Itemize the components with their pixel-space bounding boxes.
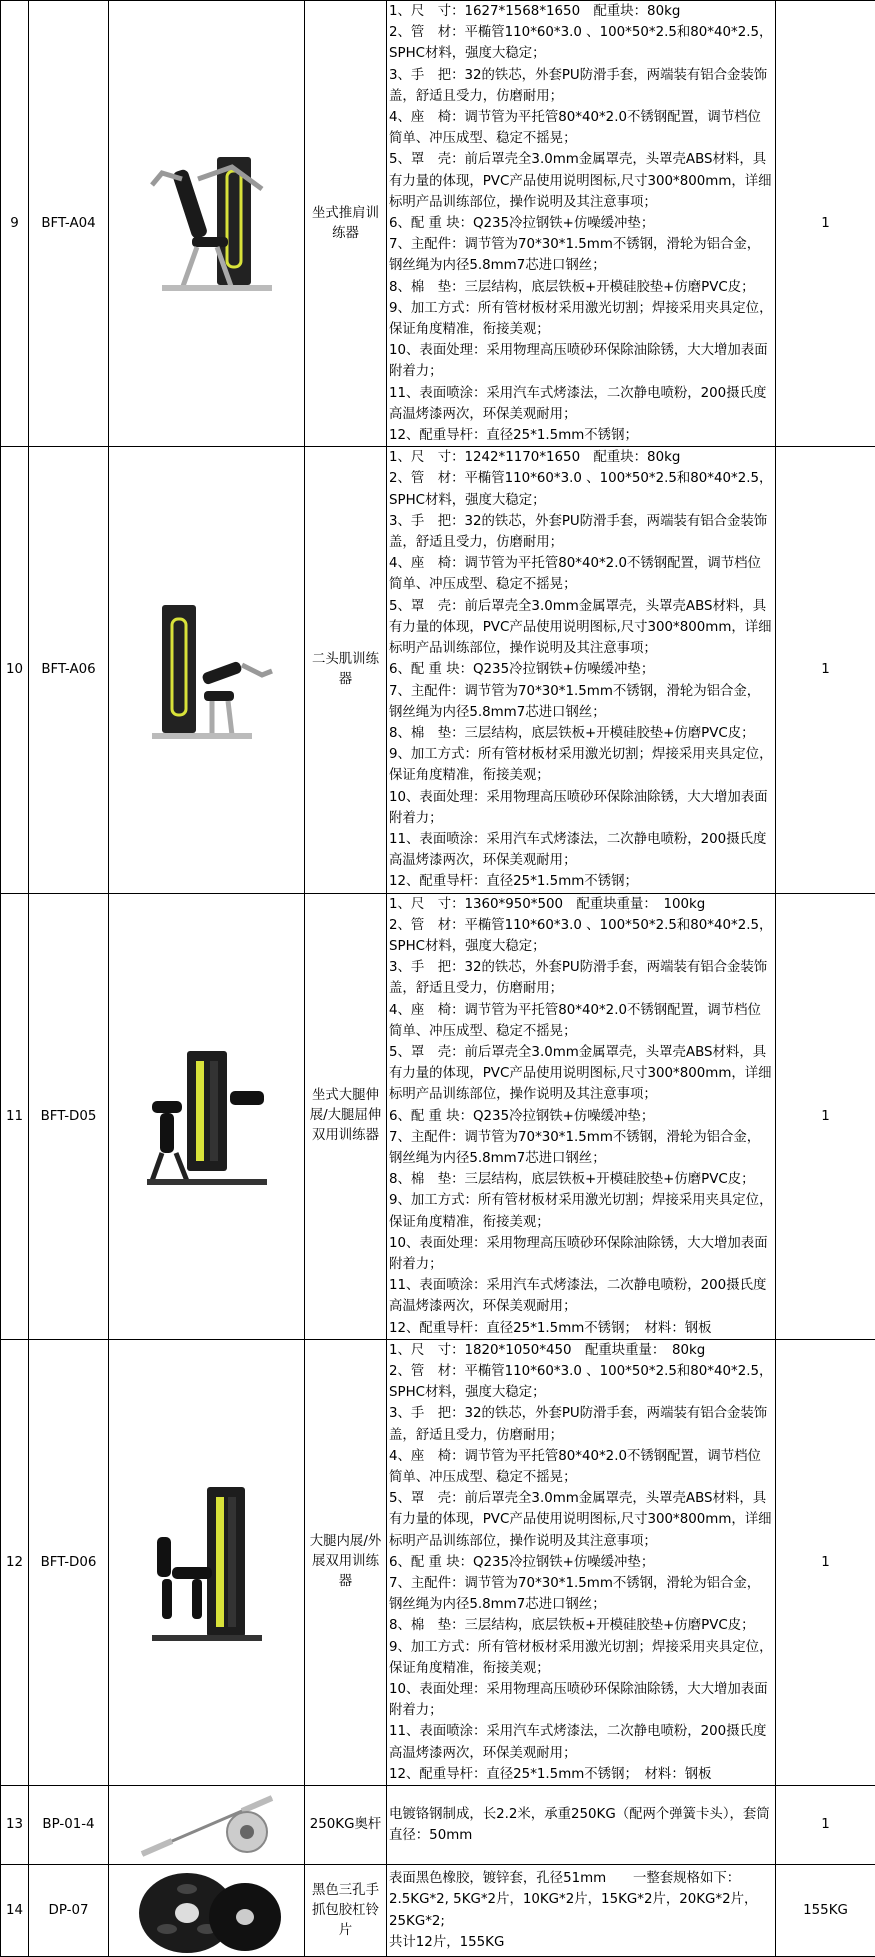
- spec-line: 1、尺 寸：1360*950*500 配重块重量： 100kg: [389, 894, 773, 915]
- spec-line: 3、手 把：32的铁芯，外套PU防滑手套，两端装有铝合金装饰盖，舒适且受力，仿磨耐用；: [389, 1403, 773, 1445]
- spec-line: 8、棉 垫：三层结构，底层铁板+开模硅胶垫+仿磨PVC皮；: [389, 723, 773, 744]
- spec-line: 7、主配件：调节管为70*30*1.5mm不锈钢，滑轮为铝合金，钢丝绳为内径5.8mm7芯进口钢丝；: [389, 681, 773, 723]
- product-image: [109, 893, 305, 1339]
- spec-line: 12、配重导杆：直径25*1.5mm不锈钢； 材料：钢板: [389, 1318, 773, 1339]
- spec-line: 9、加工方式：所有管材板材采用激光切割；焊接采用夹具定位，保证角度精准，衔接美观；: [389, 298, 773, 340]
- spec-line: 8、棉 垫：三层结构，底层铁板+开模硅胶垫+仿磨PVC皮；: [389, 1615, 773, 1636]
- spec-line: 11、表面喷涂：采用汽车式烤漆法，二次静电喷粉，200摄氏度高温烤漆两次，环保美观耐用；: [389, 1275, 773, 1317]
- spec-line: 11、表面喷涂：采用汽车式烤漆法，二次静电喷粉，200摄氏度高温烤漆两次，环保美观耐用；: [389, 1721, 773, 1763]
- row-number: 11: [1, 893, 29, 1339]
- product-image: [109, 1865, 305, 1957]
- model-code: BFT-A06: [29, 447, 109, 893]
- model-code: BFT-D05: [29, 893, 109, 1339]
- spec-line: 1、尺 寸：1820*1050*450 配重块重量： 80kg: [389, 1340, 773, 1361]
- biceps-curl-machine-icon: [132, 595, 282, 745]
- product-name: 二头肌训练器: [305, 447, 387, 893]
- product-name: 坐式大腿伸展/大腿屈伸双用训练器: [305, 893, 387, 1339]
- spec-line: 2、管 材：平椭管110*60*3.0 、100*50*2.5和80*40*2.5，SPHC材料，强度大稳定；: [389, 1361, 773, 1403]
- row-number: 9: [1, 1, 29, 447]
- spec-line: 1、尺 寸：1242*1170*1650 配重块：80kg: [389, 447, 773, 468]
- spec-cell: [387, 1339, 776, 1785]
- spec-line: 电镀铬钢制成，长2.2米，承重250KG（配两个弹簧卡头），套筒直径：50mm: [389, 1804, 773, 1846]
- leg-extension-curl-machine-icon: [132, 1041, 282, 1191]
- olympic-barbell-icon: [132, 1790, 282, 1860]
- spec-line: 3、手 把：32的铁芯，外套PU防滑手套，两端装有铝合金装饰盖，舒适且受力，仿磨耐用；: [389, 511, 773, 553]
- spec-line: 2、管 材：平椭管110*60*3.0 、100*50*2.5和80*40*2.5，SPHC材料，强度大稳定；: [389, 22, 773, 64]
- spec-line: 10、表面处理：采用物理高压喷砂环保除油除锈，大大增加表面附着力；: [389, 340, 773, 382]
- row-number: 10: [1, 447, 29, 893]
- spec-line: 2、管 材：平椭管110*60*3.0 、100*50*2.5和80*40*2.5，SPHC材料，强度大稳定；: [389, 468, 773, 510]
- quantity: 1: [776, 893, 875, 1339]
- spec-line: 7、主配件：调节管为70*30*1.5mm不锈钢，滑轮为铝合金，钢丝绳为内径5.8mm7芯进口钢丝；: [389, 1573, 773, 1615]
- spec-line: 4、座 椅：调节管为平托管80*40*2.0不锈钢配置，调节档位简单、冲压成型、稳定不摇晃；: [389, 1000, 773, 1042]
- product-name: 坐式推肩训练器: [305, 1, 387, 447]
- spec-line: 5、罩 壳：前后罩壳全3.0mm金属罩壳，头罩壳ABS材料，具有力量的体现，PVC产品使用说明图标,尺寸300*800mm，详细标明产品训练部位，操作说明及其注意事项；: [389, 149, 773, 213]
- spec-line: 2.5KG*2, 5KG*2片，10KG*2片，15KG*2片，20KG*2片，25KG*2;: [389, 1889, 773, 1931]
- row-number: 13: [1, 1786, 29, 1865]
- quantity: 1: [776, 447, 875, 893]
- spec-line: 8、棉 垫：三层结构，底层铁板+开模硅胶垫+仿磨PVC皮；: [389, 1169, 773, 1190]
- product-image: [109, 1339, 305, 1785]
- table-row: [1, 1786, 875, 1865]
- spec-line: 2、管 材：平椭管110*60*3.0 、100*50*2.5和80*40*2.5，SPHC材料，强度大稳定；: [389, 915, 773, 957]
- quantity: 1: [776, 1, 875, 447]
- quantity: 1: [776, 1786, 875, 1865]
- spec-line: 9、加工方式：所有管材板材采用激光切割；焊接采用夹具定位，保证角度精准，衔接美观；: [389, 744, 773, 786]
- spec-cell: [387, 1865, 776, 1957]
- spec-line: 5、罩 壳：前后罩壳全3.0mm金属罩壳，头罩壳ABS材料，具有力量的体现，PVC产品使用说明图标,尺寸300*800mm，详细标明产品训练部位，操作说明及其注意事项；: [389, 596, 773, 660]
- spec-line: 4、座 椅：调节管为平托管80*40*2.0不锈钢配置，调节档位简单、冲压成型、稳定不摇晃；: [389, 1446, 773, 1488]
- model-code: BFT-A04: [29, 1, 109, 447]
- table-row: [1, 1865, 875, 1957]
- spec-line: 12、配重导杆：直径25*1.5mm不锈钢； 材料：钢板: [389, 1764, 773, 1785]
- quantity: 1: [776, 1339, 875, 1785]
- spec-line: 5、罩 壳：前后罩壳全3.0mm金属罩壳，头罩壳ABS材料，具有力量的体现，PVC产品使用说明图标,尺寸300*800mm，详细标明产品训练部位，操作说明及其注意事项；: [389, 1042, 773, 1106]
- spec-line: 3、手 把：32的铁芯，外套PU防滑手套，两端装有铝合金装饰盖，舒适且受力，仿磨耐用；: [389, 957, 773, 999]
- spec-line: 3、手 把：32的铁芯，外套PU防滑手套，两端装有铝合金装饰盖，舒适且受力，仿磨耐用；: [389, 65, 773, 107]
- spec-cell: [387, 1, 776, 447]
- spec-line: 12、配重导杆：直径25*1.5mm不锈钢；: [389, 871, 773, 892]
- spec-line: 1、尺 寸：1627*1568*1650 配重块：80kg: [389, 1, 773, 22]
- spec-line: 9、加工方式：所有管材板材采用激光切割；焊接采用夹具定位，保证角度精准，衔接美观；: [389, 1190, 773, 1232]
- spec-cell: [387, 447, 776, 893]
- product-name: 黑色三孔手抓包胶杠铃片: [305, 1865, 387, 1957]
- product-image: [109, 1786, 305, 1865]
- model-code: BFT-D06: [29, 1339, 109, 1785]
- model-code: DP-07: [29, 1865, 109, 1957]
- spec-line: 10、表面处理：采用物理高压喷砂环保除油除锈，大大增加表面附着力；: [389, 787, 773, 829]
- shoulder-press-machine-icon: [122, 149, 292, 299]
- spec-line: 6、配 重 块：Q235冷拉钢铁+仿噪缓冲垫；: [389, 1552, 773, 1573]
- product-image: [109, 447, 305, 893]
- row-number: 14: [1, 1865, 29, 1957]
- table-row: [1, 893, 875, 1339]
- spec-line: 表面黑色橡胶，镀锌套，孔径51mm 一整套规格如下：: [389, 1868, 773, 1889]
- spec-line: 6、配 重 块：Q235冷拉钢铁+仿噪缓冲垫；: [389, 1106, 773, 1127]
- spec-line: 5、罩 壳：前后罩壳全3.0mm金属罩壳，头罩壳ABS材料，具有力量的体现，PVC产品使用说明图标,尺寸300*800mm，详细标明产品训练部位，操作说明及其注意事项；: [389, 1488, 773, 1552]
- rubber-weight-plate-icon: [127, 1867, 287, 1955]
- spec-line: 10、表面处理：采用物理高压喷砂环保除油除锈，大大增加表面附着力；: [389, 1233, 773, 1275]
- quantity: 155KG: [776, 1865, 875, 1957]
- spec-line: 9、加工方式：所有管材板材采用激光切割；焊接采用夹具定位，保证角度精准，衔接美观；: [389, 1637, 773, 1679]
- spec-line: 11、表面喷涂：采用汽车式烤漆法，二次静电喷粉，200摄氏度高温烤漆两次，环保美观耐用；: [389, 829, 773, 871]
- hip-adduction-abduction-machine-icon: [132, 1477, 282, 1647]
- row-number: 12: [1, 1339, 29, 1785]
- spec-line: 12、配重导杆：直径25*1.5mm不锈钢；: [389, 425, 773, 446]
- spec-line: 4、座 椅：调节管为平托管80*40*2.0不锈钢配置，调节档位简单、冲压成型、稳定不摇晃；: [389, 107, 773, 149]
- model-code: BP-01-4: [29, 1786, 109, 1865]
- product-name: 250KG奥杆: [305, 1786, 387, 1865]
- product-image: [109, 1, 305, 447]
- table-row: [1, 1339, 875, 1785]
- spec-cell: [387, 1786, 776, 1865]
- spec-line: 10、表面处理：采用物理高压喷砂环保除油除锈，大大增加表面附着力；: [389, 1679, 773, 1721]
- table-row: [1, 447, 875, 893]
- spec-line: 7、主配件：调节管为70*30*1.5mm不锈钢，滑轮为铝合金，钢丝绳为内径5.8mm7芯进口钢丝；: [389, 234, 773, 276]
- spec-line: 7、主配件：调节管为70*30*1.5mm不锈钢，滑轮为铝合金，钢丝绳为内径5.8mm7芯进口钢丝；: [389, 1127, 773, 1169]
- spec-line: 共计12片，155KG: [389, 1932, 773, 1953]
- spec-cell: [387, 893, 776, 1339]
- spec-line: 11、表面喷涂：采用汽车式烤漆法，二次静电喷粉，200摄氏度高温烤漆两次，环保美观耐用；: [389, 383, 773, 425]
- product-name: 大腿内展/外展双用训练器: [305, 1339, 387, 1785]
- spec-line: 4、座 椅：调节管为平托管80*40*2.0不锈钢配置，调节档位简单、冲压成型、稳定不摇晃；: [389, 553, 773, 595]
- table-row: [1, 1, 875, 447]
- spec-line: 6、配 重 块：Q235冷拉钢铁+仿噪缓冲垫；: [389, 213, 773, 234]
- spec-line: 6、配 重 块：Q235冷拉钢铁+仿噪缓冲垫；: [389, 659, 773, 680]
- spec-line: 8、棉 垫：三层结构，底层铁板+开模硅胶垫+仿磨PVC皮；: [389, 277, 773, 298]
